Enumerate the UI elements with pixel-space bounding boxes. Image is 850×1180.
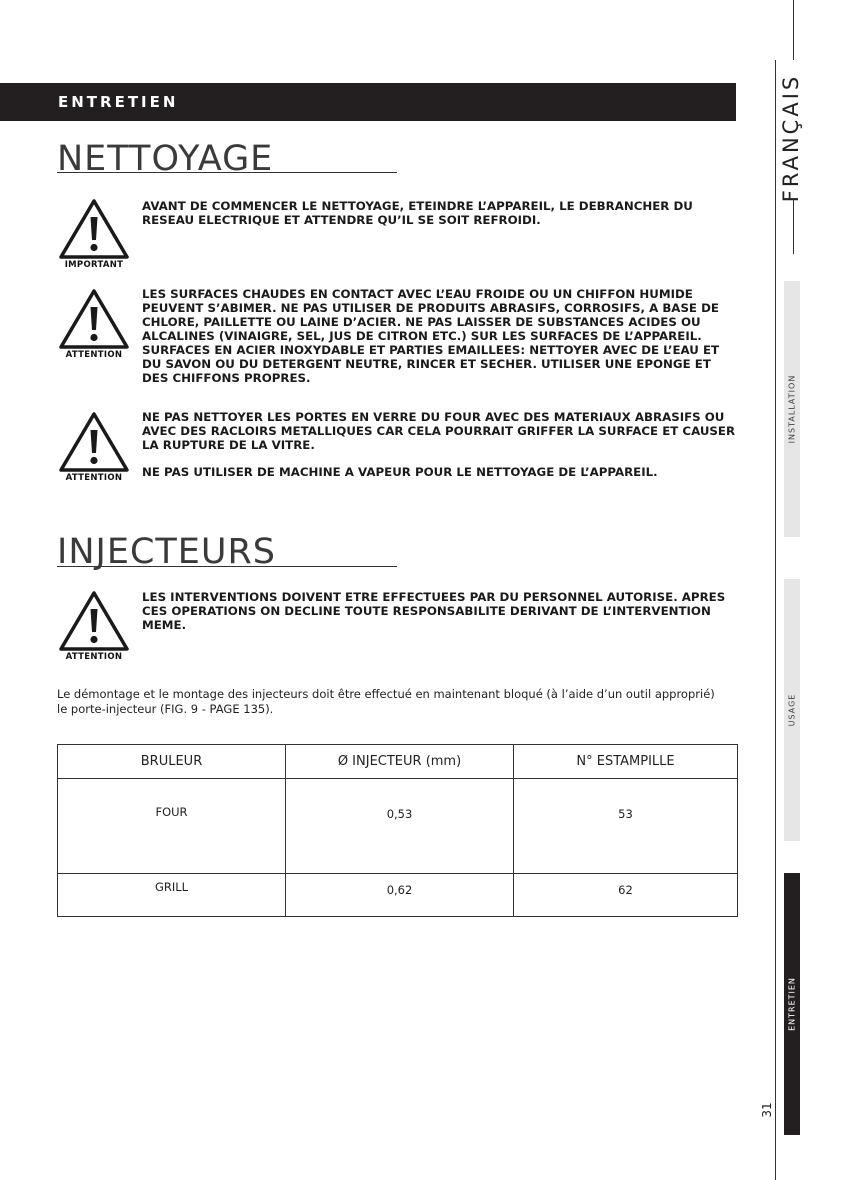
warning-icon-attention bbox=[58, 288, 130, 360]
injectors-title: INJECTEURS bbox=[57, 532, 277, 572]
table-header-row bbox=[58, 745, 738, 779]
warning-icon-important bbox=[58, 198, 130, 270]
warning-icon-attention bbox=[58, 411, 130, 483]
warning-label: ATTENTION bbox=[65, 652, 123, 662]
tab-installation[interactable] bbox=[784, 281, 800, 537]
warning-label: ATTENTION bbox=[65, 350, 123, 360]
warning-text: AVANT DE COMMENCER LE NETTOYAGE, ETEINDRE L’APPAREIL, LE DEBRANCHER DU RESEAU ELECTRIQUE ET ATTENDRE QU’IL SE SOIT REFROIDI. bbox=[142, 199, 693, 227]
warning-triangle-icon bbox=[58, 411, 130, 473]
section-header-bar bbox=[0, 83, 736, 121]
table-row bbox=[58, 874, 738, 917]
table-header-cell: N° ESTAMPILLE bbox=[514, 745, 738, 779]
warning-triangle-icon bbox=[58, 198, 130, 260]
injectors-paragraph: Le démontage et le montage des injecteurs doit être effectué en maintenant bloqué (à l’aide d’un outil approprié) le porte-injecteur (FIG. 9 - PAGE 135). bbox=[57, 687, 715, 716]
warning-label: IMPORTANT bbox=[64, 260, 124, 270]
tab-usage[interactable] bbox=[784, 579, 800, 841]
page-number bbox=[760, 1100, 774, 1120]
tab-label: USAGE bbox=[787, 693, 797, 727]
table-row bbox=[58, 779, 738, 874]
table-cell: 0,53 bbox=[286, 779, 514, 874]
table-cell: 0,62 bbox=[286, 874, 514, 917]
language-rule-top bbox=[793, 0, 794, 60]
tab-label: INSTALLATION bbox=[787, 374, 797, 444]
language-text: FRANÇAIS bbox=[779, 73, 803, 203]
table-cell: 53 bbox=[514, 779, 738, 874]
cleaning-title: NETTOYAGE bbox=[57, 139, 274, 179]
warning-text: LES INTERVENTIONS DOIVENT ETRE EFFECTUEES PAR DU PERSONNEL AUTORISE. APRES CES OPERATIONS ON DECLINE TOUTE RESPONSABILITE DERIVANT DE L’INTERVENTION MEME. bbox=[142, 590, 726, 632]
warning-text-secondary: NE PAS UTILISER DE MACHINE A VAPEUR POUR LE NETTOYAGE DE L’APPAREIL. bbox=[142, 465, 658, 479]
injectors-title-rule bbox=[57, 566, 397, 567]
table-cell: GRILL bbox=[58, 874, 286, 917]
warning-text: NE PAS NETTOYER LES PORTES EN VERRE DU FOUR AVEC DES MATERIAUX ABRASIFS OU AVEC DES RACLOIRS METALLIQUES CAR CELA POURRAIT GRIFFER LA SURFACE ET CAUSER LA RUPTURE DE LA VITRE. bbox=[142, 410, 736, 452]
warning-triangle-icon bbox=[58, 590, 130, 652]
tab-label: ENTRETIEN bbox=[787, 977, 797, 1031]
warning-triangle-icon bbox=[58, 288, 130, 350]
table-header-cell: Ø INJECTEUR (mm) bbox=[286, 745, 514, 779]
table-header-cell: BRULEUR bbox=[58, 745, 286, 779]
cleaning-title-rule bbox=[57, 172, 397, 173]
table-cell: 62 bbox=[514, 874, 738, 917]
language-label bbox=[779, 73, 803, 203]
language-rule-bottom bbox=[793, 198, 794, 254]
page-number-text: 31 bbox=[760, 1102, 774, 1118]
warning-label: ATTENTION bbox=[65, 473, 123, 483]
injector-table bbox=[57, 744, 738, 917]
tab-entretien[interactable] bbox=[784, 873, 800, 1135]
section-header-label: ENTRETIEN bbox=[58, 93, 179, 111]
warning-text: LES SURFACES CHAUDES EN CONTACT AVEC L’EAU FROIDE OU UN CHIFFON HUMIDE PEUVENT S’ABIMER. NE PAS UTILISER DE PRODUITS ABRASIFS, CORROSIFS, A BASE DE CHLORE, PAILLETTE OU LAINE D’ACIER. NE PAS LAISSER DE SUBSTANCES ACIDES OU ALCALINES (VINAIGRE, SEL, JUS DE CITRON ETC.) SUR LES SURFACES DE L’APPAREIL. SURFACES EN ACIER INOXYDABLE ET PARTIES EMAILLEES: NETTOYER AVEC DE L’EAU ET DU SAVON OU DU DETERGENT NEUTRE, RINCER ET SECHER. UTILISER UNE EPONGE ET DES CHIFFONS PROPRES. bbox=[142, 287, 720, 385]
margin-divider bbox=[775, 60, 776, 1180]
warning-icon-attention bbox=[58, 590, 130, 662]
table-cell: FOUR bbox=[58, 779, 286, 874]
